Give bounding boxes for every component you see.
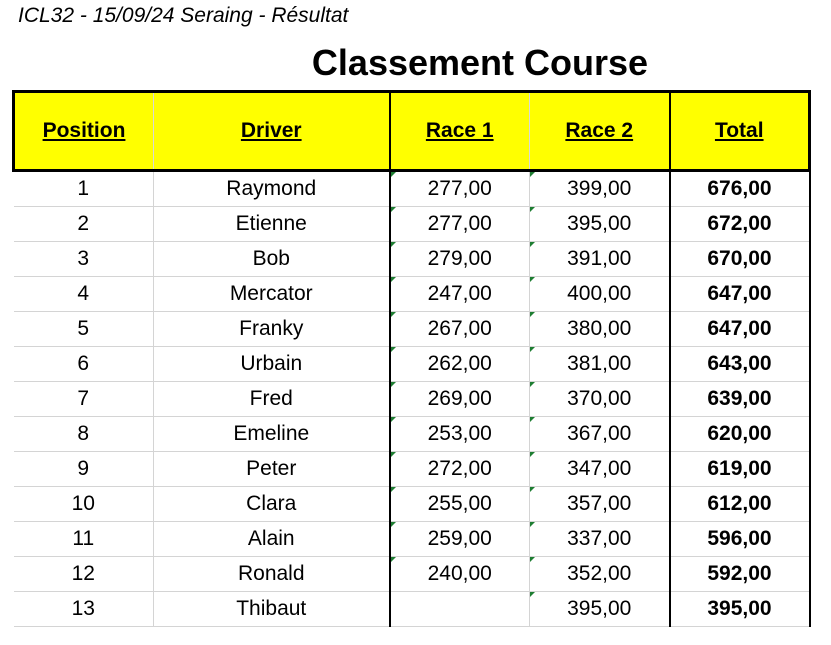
cell-comment-marker — [391, 487, 396, 492]
cell-race2 — [530, 207, 670, 242]
cell-driver — [154, 347, 390, 382]
cell-total — [670, 557, 810, 592]
cell-race2 — [530, 452, 670, 487]
cell-driver — [154, 171, 390, 207]
table-header-row — [14, 92, 810, 171]
cell-comment-marker — [391, 312, 396, 317]
cell-total — [670, 347, 810, 382]
cell-position — [14, 242, 154, 277]
cell-driver — [154, 452, 390, 487]
cell-race2 — [530, 171, 670, 207]
cell-position — [14, 417, 154, 452]
page-title: Classement Course — [311, 42, 649, 83]
cell-race2 — [530, 417, 670, 452]
cell-driver-value: Franky — [239, 317, 304, 340]
cell-driver — [154, 242, 390, 277]
cell-race2-value: 400,00 — [567, 282, 632, 305]
cell-driver — [154, 487, 390, 522]
cell-race1 — [390, 557, 530, 592]
cell-comment-marker — [530, 347, 535, 352]
cell-race1 — [390, 417, 530, 452]
cell-race1 — [390, 592, 530, 627]
cell-total-value: 672,00 — [707, 212, 772, 235]
cell-driver-value: Urbain — [240, 352, 303, 375]
cell-race1-value: 277,00 — [427, 212, 492, 235]
cell-total — [670, 452, 810, 487]
table-row — [14, 207, 810, 242]
cell-position — [14, 171, 154, 207]
cell-position-value: 13 — [71, 597, 95, 620]
cell-race2-value: 395,00 — [567, 597, 632, 620]
cell-position-value: 2 — [77, 212, 90, 235]
cell-driver-value: Etienne — [235, 212, 307, 235]
cell-comment-marker — [391, 417, 396, 422]
cell-comment-marker — [391, 382, 396, 387]
cell-driver — [154, 592, 390, 627]
cell-position — [14, 277, 154, 312]
cell-comment-marker — [530, 312, 535, 317]
cell-total-value: 612,00 — [707, 492, 772, 515]
cell-race1-value: 272,00 — [427, 457, 492, 480]
table-row — [14, 522, 810, 557]
column-header-driver: Driver — [154, 92, 390, 171]
cell-race1 — [390, 487, 530, 522]
cell-total-value: 647,00 — [707, 282, 772, 305]
cell-position — [14, 382, 154, 417]
cell-race1 — [390, 207, 530, 242]
cell-comment-marker — [391, 277, 396, 282]
cell-comment-marker — [530, 522, 535, 527]
cell-position-value: 10 — [71, 492, 95, 515]
cell-race2 — [530, 277, 670, 312]
column-header-race1: Race 1 — [390, 92, 530, 171]
cell-driver — [154, 417, 390, 452]
cell-total — [670, 417, 810, 452]
document-header: ICL32 - 15/09/24 Seraing - Résultat — [18, 4, 349, 27]
table-row — [14, 242, 810, 277]
cell-total — [670, 382, 810, 417]
cell-race2 — [530, 382, 670, 417]
cell-race2-value: 380,00 — [567, 317, 632, 340]
cell-driver-value: Fred — [249, 387, 293, 410]
cell-race2 — [530, 522, 670, 557]
cell-driver — [154, 382, 390, 417]
cell-comment-marker — [530, 452, 535, 457]
cell-race2-value: 391,00 — [567, 247, 632, 270]
cell-race1-value: 253,00 — [427, 422, 492, 445]
cell-comment-marker — [391, 347, 396, 352]
cell-driver-value: Alain — [247, 527, 295, 550]
cell-comment-marker — [391, 207, 396, 212]
cell-driver — [154, 312, 390, 347]
cell-position-value: 1 — [77, 177, 90, 200]
cell-position-value: 9 — [77, 457, 90, 480]
cell-race2-value: 352,00 — [567, 562, 632, 585]
cell-race2-value: 399,00 — [567, 177, 632, 200]
cell-position — [14, 487, 154, 522]
cell-position-value: 8 — [77, 422, 90, 445]
cell-driver-value: Ronald — [237, 562, 305, 585]
cell-total-value: 592,00 — [707, 562, 772, 585]
cell-race2 — [530, 242, 670, 277]
cell-total-value: 395,00 — [707, 597, 772, 620]
cell-total-value: 596,00 — [707, 527, 772, 550]
cell-total — [670, 592, 810, 627]
cell-position — [14, 312, 154, 347]
cell-race1 — [390, 382, 530, 417]
table-row — [14, 312, 810, 347]
cell-total — [670, 312, 810, 347]
cell-comment-marker — [530, 417, 535, 422]
cell-position-value: 4 — [77, 282, 90, 305]
table-row — [14, 171, 810, 207]
cell-race1-value: 262,00 — [427, 352, 492, 375]
cell-total — [670, 242, 810, 277]
cell-comment-marker — [391, 172, 396, 177]
table-row — [14, 452, 810, 487]
cell-total — [670, 487, 810, 522]
cell-total-value: 676,00 — [707, 177, 772, 200]
cell-comment-marker — [391, 452, 396, 457]
cell-comment-marker — [530, 487, 535, 492]
cell-race2 — [530, 347, 670, 382]
cell-comment-marker — [530, 242, 535, 247]
cell-race2-value: 370,00 — [567, 387, 632, 410]
cell-race1-value: 279,00 — [427, 247, 492, 270]
cell-race1 — [390, 452, 530, 487]
cell-total-value: 639,00 — [707, 387, 772, 410]
cell-comment-marker — [530, 172, 535, 177]
cell-position — [14, 207, 154, 242]
cell-comment-marker — [530, 592, 535, 597]
column-header-race2: Race 2 — [530, 92, 670, 171]
cell-race2-value: 357,00 — [567, 492, 632, 515]
table-row — [14, 557, 810, 592]
cell-driver-value: Bob — [252, 247, 290, 270]
table-row — [14, 592, 810, 627]
cell-position-value: 5 — [77, 317, 90, 340]
cell-race1 — [390, 312, 530, 347]
cell-comment-marker — [530, 277, 535, 282]
cell-position-value: 11 — [72, 527, 95, 550]
table-row — [14, 417, 810, 452]
cell-driver-value: Emeline — [233, 422, 310, 445]
table-row — [14, 277, 810, 312]
cell-race1-value: 259,00 — [427, 527, 492, 550]
cell-position — [14, 347, 154, 382]
cell-total — [670, 207, 810, 242]
cell-race2-value: 381,00 — [567, 352, 632, 375]
cell-race1 — [390, 277, 530, 312]
cell-position-value: 7 — [77, 387, 90, 410]
cell-total-value: 643,00 — [707, 352, 772, 375]
cell-comment-marker — [530, 382, 535, 387]
cell-driver — [154, 557, 390, 592]
table-row — [14, 382, 810, 417]
cell-comment-marker — [391, 522, 396, 527]
cell-driver — [154, 522, 390, 557]
cell-race1-value: 255,00 — [427, 492, 492, 515]
cell-race1-value: 277,00 — [427, 177, 492, 200]
cell-position — [14, 522, 154, 557]
cell-race2-value: 347,00 — [567, 457, 632, 480]
cell-driver-value: Clara — [246, 492, 297, 515]
cell-race2-value: 395,00 — [567, 212, 632, 235]
cell-comment-marker — [391, 242, 396, 247]
cell-comment-marker — [530, 207, 535, 212]
cell-race1-value: 269,00 — [427, 387, 492, 410]
cell-total-value: 670,00 — [707, 247, 772, 270]
cell-comment-marker — [391, 557, 396, 562]
cell-race1-value: 267,00 — [427, 317, 492, 340]
cell-driver-value: Raymond — [226, 177, 317, 200]
cell-race1 — [390, 171, 530, 207]
cell-race1-value: 240,00 — [427, 562, 492, 585]
cell-position-value: 6 — [77, 352, 90, 375]
cell-race2 — [530, 487, 670, 522]
cell-race2-value: 367,00 — [567, 422, 632, 445]
cell-position-value: 3 — [77, 247, 90, 270]
cell-total-value: 647,00 — [707, 317, 772, 340]
cell-race2 — [530, 557, 670, 592]
table-row — [14, 347, 810, 382]
cell-total — [670, 522, 810, 557]
cell-position — [14, 592, 154, 627]
cell-total — [670, 171, 810, 207]
cell-race1 — [390, 522, 530, 557]
cell-race1-value: 247,00 — [427, 282, 492, 305]
cell-race1 — [390, 347, 530, 382]
cell-driver — [154, 207, 390, 242]
cell-total-value: 620,00 — [707, 422, 772, 445]
cell-race1 — [390, 242, 530, 277]
cell-total-value: 619,00 — [707, 457, 772, 480]
cell-position-value: 12 — [71, 562, 95, 585]
table-body — [14, 171, 810, 627]
column-header-total: Total — [670, 92, 810, 171]
results-table — [12, 90, 811, 627]
cell-total — [670, 277, 810, 312]
cell-driver — [154, 277, 390, 312]
column-header-position: Position — [14, 92, 154, 171]
cell-driver-value: Mercator — [229, 282, 313, 305]
cell-race2 — [530, 312, 670, 347]
cell-driver-value: Peter — [246, 457, 297, 480]
cell-race2 — [530, 592, 670, 627]
cell-comment-marker — [530, 557, 535, 562]
cell-driver-value: Thibaut — [236, 597, 307, 620]
cell-position — [14, 557, 154, 592]
cell-position — [14, 452, 154, 487]
cell-race2-value: 337,00 — [567, 527, 632, 550]
table-row — [14, 487, 810, 522]
